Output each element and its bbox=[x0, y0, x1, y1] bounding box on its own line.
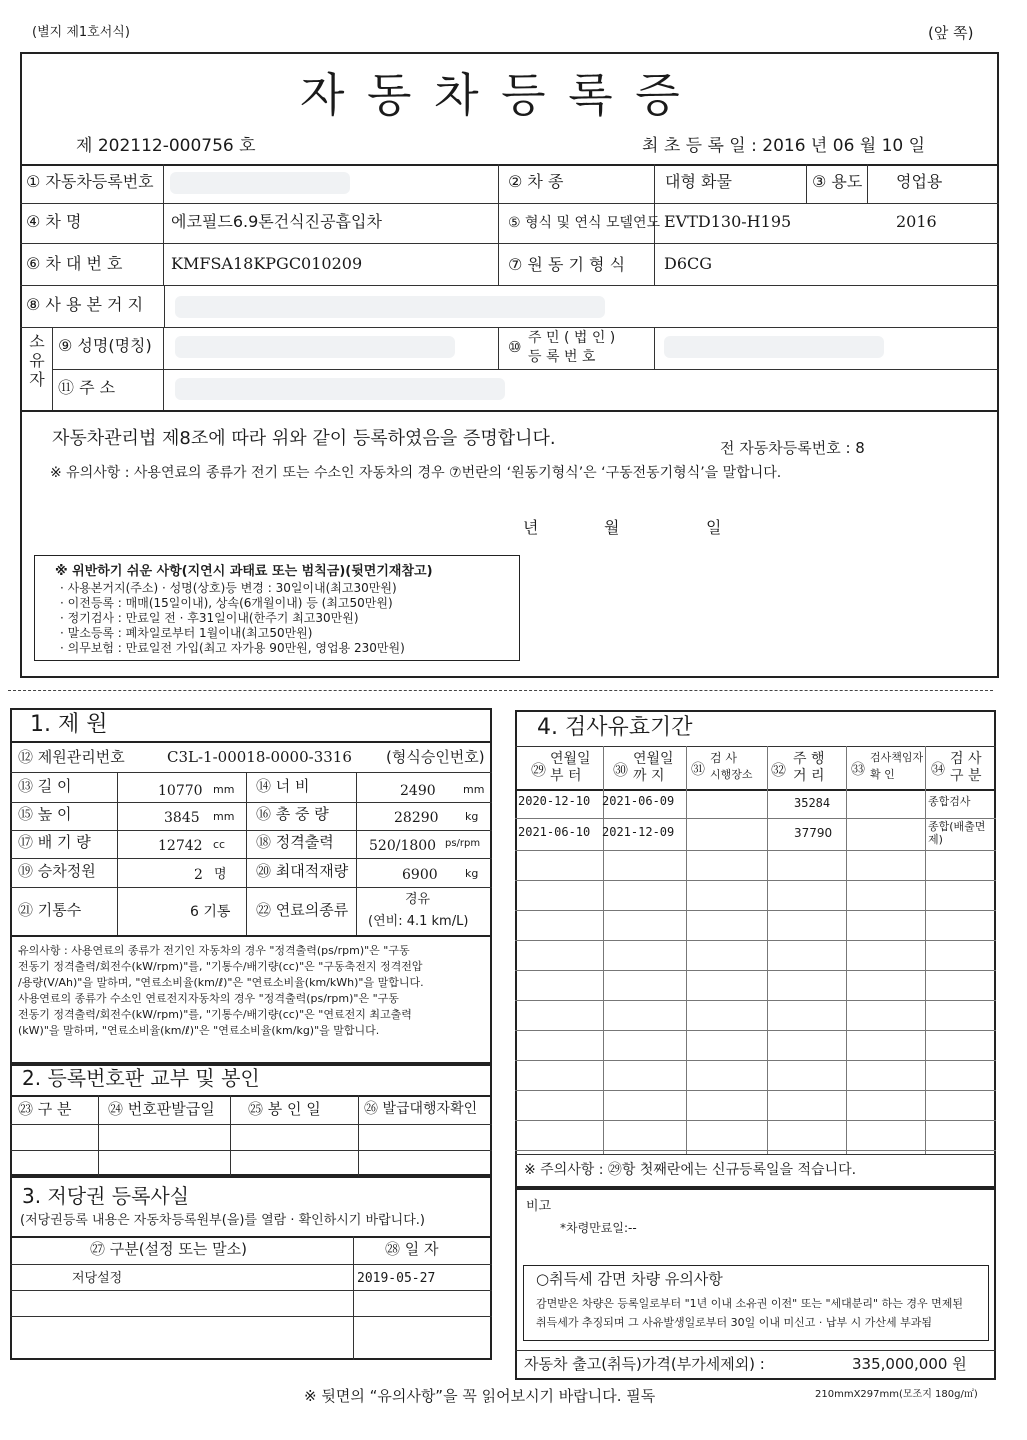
mgmt-no-label: ⑫ 제원관리번호 bbox=[18, 748, 125, 766]
inspection-box bbox=[515, 710, 996, 1188]
length-value: 10770 bbox=[158, 783, 203, 799]
plate-col-kind: ㉓ 구 분 bbox=[18, 1100, 72, 1118]
gross-weight-unit: kg bbox=[465, 810, 479, 823]
insp-col-to-1: 연월일 bbox=[633, 751, 674, 767]
model-value: EVTD130-H195 bbox=[664, 212, 792, 231]
grid-row-line bbox=[515, 1030, 996, 1031]
redacted-base-location bbox=[175, 296, 605, 318]
grid-column-line bbox=[925, 746, 926, 1154]
grid-row-line bbox=[515, 910, 996, 911]
grid-row-line bbox=[515, 1090, 996, 1091]
mortgage-row-kind: 저당설정 bbox=[72, 1271, 123, 1286]
grid-row-line bbox=[515, 850, 996, 851]
plate-col-seal-date: ㉕ 봉 인 일 bbox=[248, 1100, 321, 1118]
insp-col-mileage-1: 주 행 bbox=[793, 751, 825, 767]
grid-row-line bbox=[515, 1150, 996, 1151]
owner-id-label-1: 주 민 ( 법 인 ) bbox=[528, 330, 616, 346]
insp-row-kind: 종합(배출면제) bbox=[928, 820, 986, 846]
grid-bottom-line bbox=[515, 1154, 996, 1155]
insp-col-confirm-2: 확 인 bbox=[870, 768, 895, 781]
insp-col-num: ㉝ bbox=[851, 762, 865, 778]
owner-label: 소 유 자 bbox=[29, 332, 45, 389]
insp-row-to: 2021-12-09 bbox=[602, 825, 675, 839]
width-unit: mm bbox=[463, 783, 485, 796]
insp-col-place-1: 검 사 bbox=[710, 751, 737, 765]
issue-month-label: 월 bbox=[604, 518, 620, 537]
fuel-type-value: 경유 bbox=[405, 892, 431, 907]
owner-name-label: ⑨ 성명(명칭) bbox=[58, 336, 152, 355]
insp-row-from: 2020-12-10 bbox=[518, 794, 591, 808]
vin-label: ⑥ 차 대 번 호 bbox=[26, 254, 123, 273]
height-label: ⑮ 높 이 bbox=[18, 805, 72, 823]
specs-note-line: 전동기 정격출력/회전수(kW/rpm)"를, "기통수/배기량(cc)"은 "구동축전지 정격전압 bbox=[18, 960, 423, 973]
insp-col-num: ㉚ bbox=[613, 761, 629, 779]
insp-row-kind: 종합검사 bbox=[928, 795, 971, 808]
insp-row-to: 2021-06-09 bbox=[602, 794, 675, 808]
insp-row-mileage: 35284 bbox=[794, 796, 831, 810]
insp-col-num: ㉛ bbox=[691, 762, 705, 778]
insp-col-num: ㉞ bbox=[931, 762, 945, 778]
violation-item: · 이전등록 : 매매(15일이내), 상속(6개월이내) 등 (최고50만원) bbox=[60, 596, 393, 610]
vin-value: KMFSA18KPGC010209 bbox=[171, 254, 363, 273]
fuel-efficiency: (연비: 4.1 km/L) bbox=[368, 914, 469, 929]
footer-note: ※ 뒷면의 “유의사항”을 꼭 읽어보시기 바랍니다. 필독 bbox=[304, 1387, 656, 1405]
inspection-heading: 4. 검사유효기간 bbox=[537, 715, 693, 740]
model-label: ⑤ 형식 및 연식 모델연도 bbox=[508, 215, 661, 231]
issue-year-label: 년 bbox=[523, 518, 539, 537]
specs-note-line: /용량(V/Ah)"을 말하며, "연료소비율(km/ℓ)"은 "연료소비율(km/kWh)"을 말합니다. bbox=[18, 976, 424, 989]
form-label: (별지 제1호서식) bbox=[32, 25, 130, 40]
specs-note-line: 사용연료의 종류가 수소인 연료전지자동차의 경우 "정격출력(ps/rpm)"은 "구동 bbox=[18, 992, 399, 1005]
length-label: ⑬ 길 이 bbox=[18, 777, 72, 795]
displacement-unit: cc bbox=[213, 838, 226, 851]
engine-value: D6CG bbox=[664, 254, 713, 273]
issue-day-label: 일 bbox=[706, 518, 722, 537]
capacity-label: ⑲ 승차정원 bbox=[18, 862, 96, 880]
grid-row-line bbox=[515, 818, 996, 819]
side-label: (앞 쪽) bbox=[928, 24, 974, 42]
insp-col-num: ㉜ bbox=[771, 761, 787, 779]
capacity-unit: 명 bbox=[214, 867, 227, 882]
remarks-value: *차령만료일:-- bbox=[560, 1221, 637, 1235]
insp-col-to-2: 까 지 bbox=[633, 768, 665, 784]
owner-address-label: ⑪ 주 소 bbox=[58, 378, 116, 397]
insp-col-from-2: 부 터 bbox=[550, 768, 582, 784]
plate-col-issue-date: ㉔ 번호판발급일 bbox=[108, 1100, 215, 1118]
specs-note-line: (kW)"을 말하며, "연료소비율(km/ℓ)"은 "연료소비율(km/kg)"을 말합니다. bbox=[18, 1024, 380, 1037]
vehicle-type-label: ② 차 종 bbox=[508, 172, 564, 191]
mortgage-subtitle: (저당권등록 내용은 자동차등록원부(을)를 열람 · 확인하시기 바랍니다.) bbox=[20, 1213, 425, 1228]
violation-item: · 말소등록 : 폐차일로부터 1월이내(최고50만원) bbox=[60, 626, 313, 640]
length-unit: mm bbox=[213, 783, 235, 796]
specs-heading: 1. 제 원 bbox=[30, 712, 108, 737]
grid-row-line bbox=[515, 1000, 996, 1001]
width-value: 2490 bbox=[400, 783, 436, 799]
tax-notice-line: 취득세가 추징되며 그 사유발생일로부터 30일 이내 미신고 · 납부 시 가산세 부과됨 bbox=[536, 1316, 932, 1329]
mgmt-no-note: (형식승인번호) bbox=[386, 748, 485, 766]
grid-column-line bbox=[767, 746, 768, 1154]
grid-column-line bbox=[846, 746, 847, 1154]
displacement-label: ⑰ 배 기 량 bbox=[18, 833, 91, 851]
grid-row-line bbox=[515, 880, 996, 881]
fuel-notice: ※ 유의사항 : 사용연료의 종류가 전기 또는 수소인 자동차의 경우 ⑦번란의 ‘원동기형식’은 ‘구동전동기형식’을 말합니다. bbox=[50, 465, 782, 481]
mortgage-col-kind: ㉗ 구분(설정 또는 말소) bbox=[90, 1240, 247, 1258]
insp-row-mileage: 37790 bbox=[794, 826, 833, 840]
inspection-notice: ※ 주의사항 : ㉙항 첫째란에는 신규등록일을 적습니다. bbox=[524, 1162, 857, 1178]
insp-col-from-1: 연월일 bbox=[550, 751, 591, 767]
remarks-label: 비고 bbox=[526, 1199, 552, 1214]
cut-line bbox=[8, 690, 993, 691]
plate-heading: 2. 등록번호판 교부 및 봉인 bbox=[22, 1066, 260, 1090]
insp-col-mileage-2: 거 리 bbox=[793, 768, 825, 784]
redacted-owner-id bbox=[664, 336, 884, 358]
plate-col-agent: ㉖ 발급대행자확인 bbox=[364, 1101, 478, 1117]
gross-weight-value: 28290 bbox=[394, 810, 439, 826]
model-year-value: 2016 bbox=[896, 212, 937, 231]
violations-title: ※ 위반하기 쉬운 사항(지연시 과태료 또는 범칙금)(뒷면기재참고) bbox=[55, 564, 433, 579]
grid-row-line bbox=[515, 940, 996, 941]
insp-col-kind-2: 구 분 bbox=[950, 768, 982, 784]
mortgage-heading: 3. 저당권 등록사실 bbox=[22, 1184, 190, 1208]
rated-output-label: ⑱ 정격출력 bbox=[256, 833, 334, 851]
paper-spec: 210mmX297mm(모조지 180g/㎡) bbox=[815, 1389, 978, 1400]
max-load-unit: kg bbox=[465, 867, 479, 880]
tax-notice-line: 감면받은 차량은 등록일로부터 "1년 이내 소유권 이전" 또는 "세대분리" 하는 경우 면제된 bbox=[536, 1297, 963, 1310]
violation-item: · 사용본거지(주소) · 성명(상호)등 변경 : 30일이내(최고30만원) bbox=[60, 581, 397, 595]
usage-label: ③ 용도 bbox=[812, 172, 863, 191]
price-label: 자동차 출고(취득)가격(부가세제외) : bbox=[524, 1355, 765, 1373]
owner-id-label-2: 등 록 번 호 bbox=[528, 349, 596, 365]
insp-row-from: 2021-06-10 bbox=[518, 825, 591, 839]
capacity-value: 2 bbox=[194, 867, 203, 883]
base-location-label: ⑧ 사 용 본 거 지 bbox=[26, 295, 144, 314]
certification-statement: 자동차관리법 제8조에 따라 위와 같이 등록하였음을 증명합니다. bbox=[52, 428, 556, 449]
violation-item: · 의무보험 : 만료일전 가입(최고 자가용 90만원, 영업용 230만원) bbox=[60, 641, 405, 655]
vehicle-name-value: 에코필드6.9톤건식진공흡입차 bbox=[171, 212, 382, 231]
price-value: 335,000,000 원 bbox=[852, 1355, 967, 1373]
reg-no-label: ① 자동차등록번호 bbox=[26, 172, 154, 191]
cylinders-value: 6 기통 bbox=[190, 904, 231, 920]
insp-col-kind-1: 검 사 bbox=[950, 751, 982, 767]
max-load-value: 6900 bbox=[402, 867, 438, 883]
first-registration-date: 최 초 등 록 일 : 2016 년 06 월 10 일 bbox=[642, 136, 926, 156]
page-title: 자 동 차 등 록 증 bbox=[300, 68, 684, 122]
displacement-value: 12742 bbox=[158, 838, 203, 854]
rated-output-unit: ps/rpm bbox=[445, 838, 481, 849]
owner-id-num: ⑩ bbox=[508, 338, 522, 356]
tax-notice-title: ○취득세 감면 차량 유의사항 bbox=[536, 1270, 723, 1288]
redacted-reg-no bbox=[170, 172, 350, 194]
height-value: 3845 bbox=[164, 810, 200, 826]
grid-row-line bbox=[515, 1060, 996, 1061]
vehicle-type-value: 대형 화물 bbox=[665, 172, 732, 191]
mgmt-no-value: C3L-1-00018-0000-3316 bbox=[167, 748, 352, 766]
insp-col-confirm-1: 검사책임자 bbox=[870, 751, 924, 764]
mortgage-row-date: 2019-05-27 bbox=[357, 1271, 436, 1286]
height-unit: mm bbox=[213, 810, 235, 823]
grid-row-line bbox=[515, 1120, 996, 1121]
specs-note-line: 유의사항 : 사용연료의 종류가 전기인 자동차의 경우 "정격출력(ps/rpm)"은 "구동 bbox=[18, 944, 410, 957]
specs-note-line: 전동기 정격출력/회전수(kW/rpm)"를, "기통수/배기량(cc)"은 "연료전지 최고출력 bbox=[18, 1008, 412, 1021]
redacted-owner-name bbox=[175, 336, 455, 358]
insp-col-place-2: 시행장소 bbox=[710, 768, 753, 781]
fuel-type-label: ㉒ 연료의종류 bbox=[256, 901, 349, 919]
mortgage-col-date: ㉘ 일 자 bbox=[385, 1240, 439, 1258]
rated-output-value: 520/1800 bbox=[369, 838, 437, 854]
redacted-owner-address bbox=[175, 378, 505, 400]
cylinders-label: ㉑ 기통수 bbox=[18, 901, 82, 919]
gross-weight-label: ⑯ 총 중 량 bbox=[256, 805, 329, 823]
insp-col-num: ㉙ bbox=[531, 761, 547, 779]
previous-reg-no: 전 자동차등록번호 : 8 bbox=[720, 439, 865, 457]
cert-number: 제 202112-000756 호 bbox=[76, 136, 256, 156]
grid-column-line bbox=[686, 746, 687, 1154]
violation-item: · 정기검사 : 만료일 전 · 후31일이내(한주기 최고30만원) bbox=[60, 611, 359, 625]
usage-value: 영업용 bbox=[896, 172, 943, 191]
vehicle-name-label: ④ 차 명 bbox=[26, 212, 82, 231]
max-load-label: ⑳ 최대적재량 bbox=[256, 862, 349, 880]
grid-row-line bbox=[515, 970, 996, 971]
engine-label: ⑦ 원 동 기 형 식 bbox=[508, 255, 626, 274]
width-label: ⑭ 너 비 bbox=[256, 777, 310, 795]
